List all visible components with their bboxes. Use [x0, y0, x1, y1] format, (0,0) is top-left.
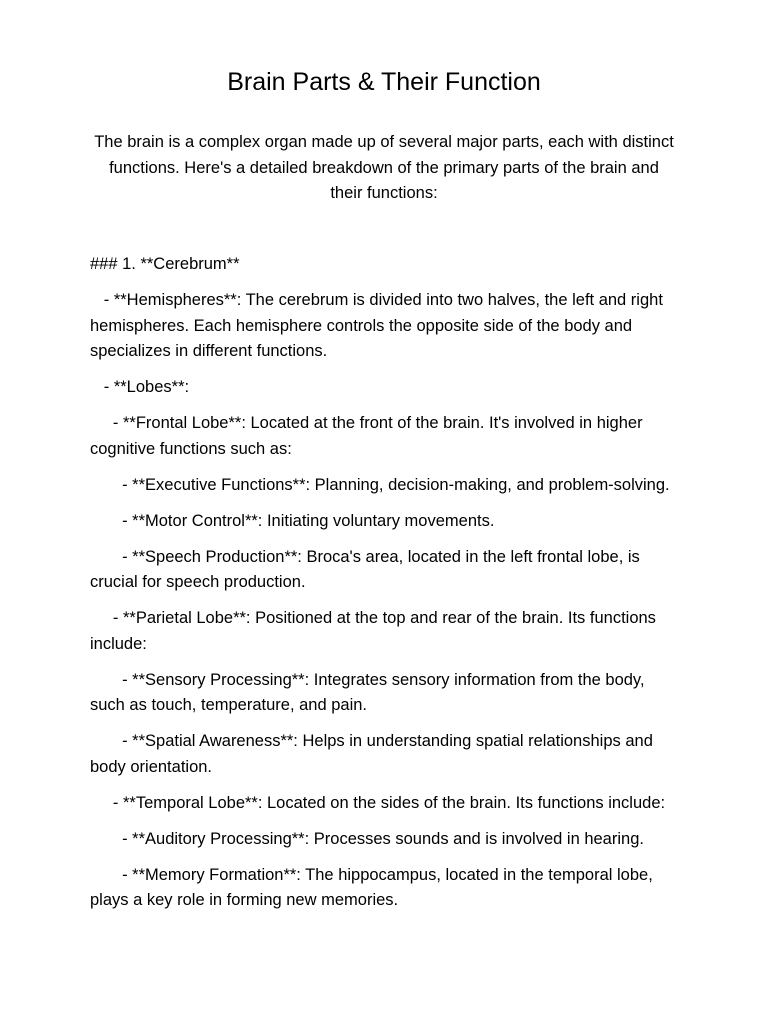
- list-item-lobes: - **Lobes**:: [90, 378, 190, 396]
- list-item-motor-control: - **Motor Control**: Initiating voluntary movements.: [90, 511, 495, 530]
- list-item-frontal-lobe: - **Frontal Lobe**: Located at the front of the brain. It's involved in higher cognitive functions such as:: [90, 414, 648, 458]
- list-item-spatial-awareness: - **Spatial Awareness**: Helps in understanding spatial relationships and body orientation.: [90, 732, 658, 776]
- list-item-sensory-processing: - **Sensory Processing**: Integrates sensory information from the body, such as touch, temperature, and pain.: [90, 670, 650, 714]
- list-item-auditory-processing: - **Auditory Processing**: Processes sounds and is involved in hearing.: [90, 829, 644, 848]
- section-heading-cerebrum: ### 1. **Cerebrum**: [90, 255, 240, 273]
- list-item-executive-functions: - **Executive Functions**: Planning, decision-making, and problem-solving.: [90, 475, 670, 494]
- list-item-parietal-lobe: - **Parietal Lobe**: Positioned at the top and rear of the brain. Its functions include:: [90, 609, 661, 653]
- intro-paragraph: The brain is a complex organ made up of several major parts, each with distinct functions. Here's a detailed breakdown of the primary parts of the brain and their functions:: [94, 133, 674, 202]
- list-item-temporal-lobe: - **Temporal Lobe**: Located on the sides of the brain. Its functions include:: [90, 793, 666, 812]
- list-item-speech-production: - **Speech Production**: Broca's area, located in the left frontal lobe, is crucial for speech production.: [90, 547, 645, 591]
- list-item-memory-formation: - **Memory Formation**: The hippocampus, located in the temporal lobe, plays a key role in forming new memories.: [90, 865, 658, 909]
- list-item-hemispheres: - **Hemispheres**: The cerebrum is divided into two halves, the left and right hemispheres. Each hemisphere controls the opposite side of the body and specializes in different functions.: [90, 291, 668, 360]
- page-title: Brain Parts & Their Function: [227, 68, 541, 96]
- document-body: [90, 252, 682, 924]
